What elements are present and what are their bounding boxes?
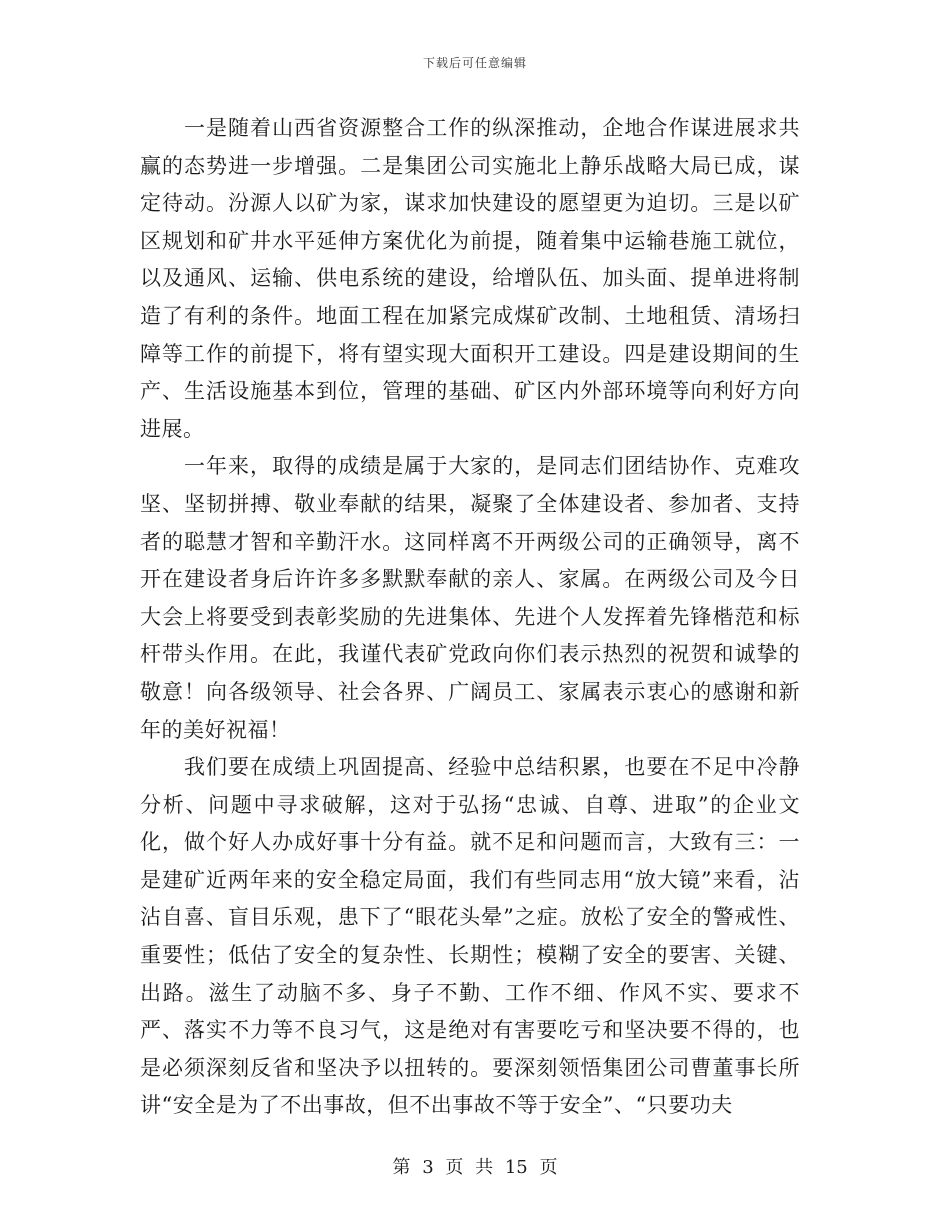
- page-number-footer: 第 3 页 共 15 页: [392, 1157, 558, 1178]
- page-header: 下载后可任意编辑: [422, 56, 527, 70]
- document-body: [140, 110, 800, 1125]
- paragraph-1: 一是随着山西省资源整合工作的纵深推动，企地合作谋进展求共赢的态势进一步增强。二是集团公司实施北上静乐战略大局已成，谋定待动。汾源人以矿为家，谋求加快建设的愿望更为迫切。三是以矿区规划和矿井水平延伸方案优化为前提，随着集中运输巷施工就位，以及通风、运输、供电系统的建设，给增队伍、加头面、提单进将制造了有利的条件。地面工程在加紧完成煤矿改制、土地租赁、清场扫障等工作的前提下，将有望实现大面积开工建设。四是建设期间的生产、生活设施基本到位，管理的基础、矿区内外部环境等向利好方向进展。: [140, 116, 800, 441]
- paragraph-3: 我们要在成绩上巩固提高、经验中总结积累，也要在不足中冷静分析、问题中寻求破解，这对于弘扬“忠诚、自尊、进取”的企业文化，做个好人办成好事十分有益。就不足和问题而言，大致有三：一是建矿近两年来的安全稳定局面，我们有些同志用“放大镜”来看，沾沾自喜、盲目乐观，患下了“眼花头晕”之症。放松了安全的警戒性、重要性；低估了安全的复杂性、长期性；模糊了安全的要害、关键、出路。滋生了动脑不多、身子不勤、工作不细、作风不实、要求不严、落实不力等不良习气，这是绝对有害要吃亏和坚决要不得的，也是必须深刻反省和坚决予以扭转的。要深刻领悟集团公司曹董事长所讲“安全是为了不出事故，但不出事故不等于安全”、“只要功夫: [140, 755, 800, 1118]
- paragraph-2: 一年来，取得的成绩是属于大家的，是同志们团结协作、克难攻坚、坚韧拼搏、敬业奉献的结果，凝聚了全体建设者、参加者、支持者的聪慧才智和辛勤汗水。这同样离不开两级公司的正确领导，离不开在建设者身后许许多多默默奉献的亲人、家属。在两级公司及今日大会上将要受到表彰奖励的先进集体、先进个人发挥着先锋楷范和标杆带头作用。在此，我谨代表矿党政向你们表示热烈的祝贺和诚挚的敬意！向各级领导、社会各界、广阔员工、家属表示衷心的感谢和新年的美好祝福！: [140, 454, 800, 742]
